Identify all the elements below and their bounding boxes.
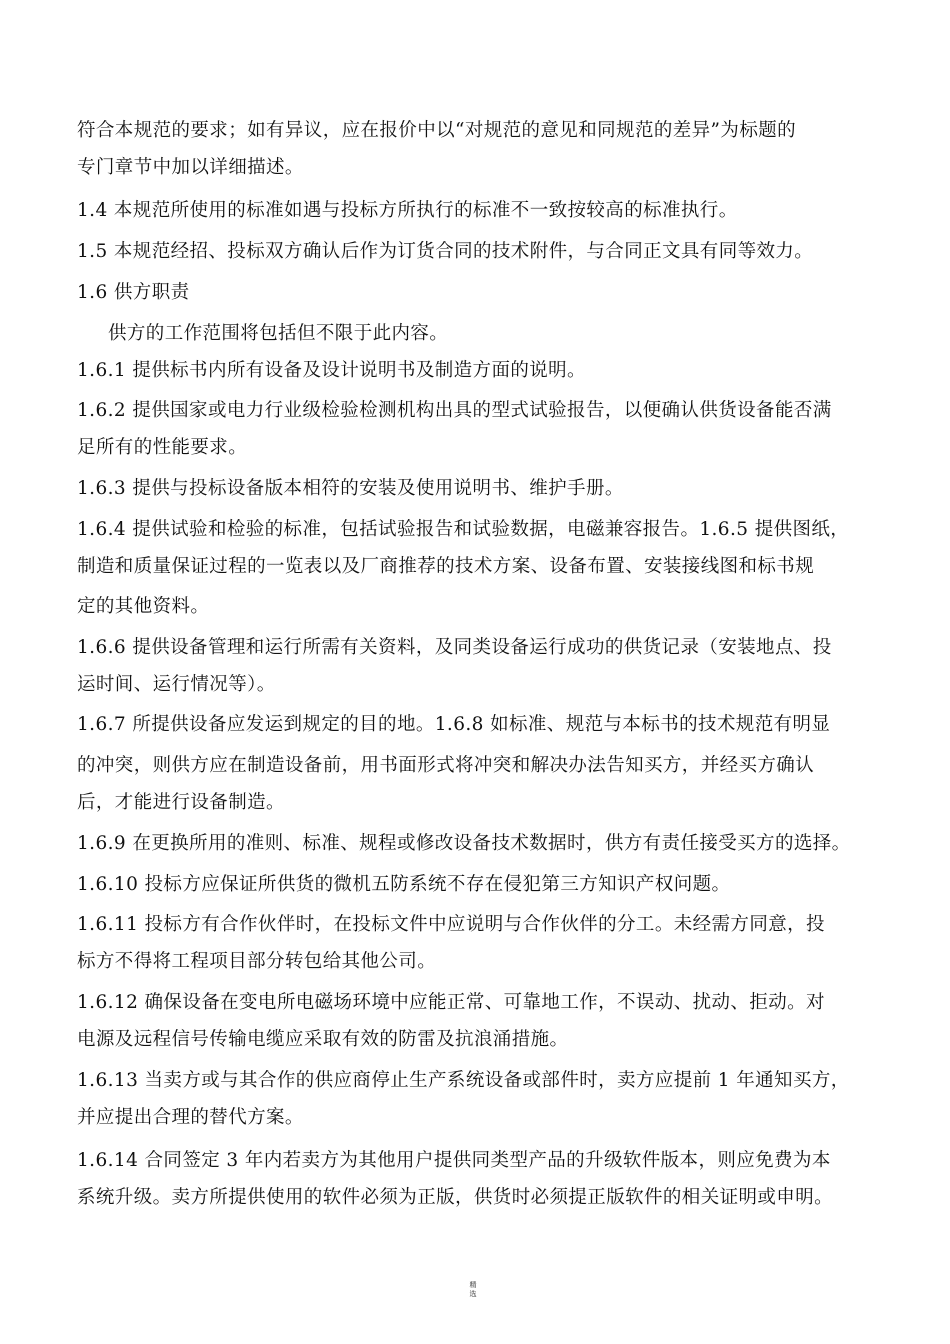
text-line: 1.6.2 提供国家或电力行业级检验检测机构出具的型式试验报告，以便确认供货设备能否满 <box>77 400 832 421</box>
text-line: 并应提出合理的替代方案。 <box>77 1107 304 1128</box>
text-line: 1.6.1 提供标书内所有设备及设计说明书及制造方面的说明。 <box>77 360 586 381</box>
text-line: 1.6.4 提供试验和检验的标准，包括试验报告和试验数据，电磁兼容报告。1.6.5 提供图纸， <box>77 519 850 540</box>
text-line: 1.6.6 提供设备管理和运行所需有关资料，及同类设备运行成功的供货记录（安装地点、投 <box>77 637 832 658</box>
text-line: 1.6.12 确保设备在变电所电磁场环境中应能正常、可靠地工作，不误动、扰动、拒动。对 <box>77 992 825 1013</box>
footer-char: 精 <box>469 1281 477 1289</box>
section-heading: 1.6 供方职责 <box>77 282 190 303</box>
text-line: 1.5 本规范经招、投标双方确认后作为订货合同的技术附件，与合同正文具有同等效力。 <box>77 241 814 262</box>
text-line: 系统升级。卖方所提供使用的软件必须为正版，供货时必须提正版软件的相关证明或申明。 <box>77 1187 834 1208</box>
text-line: 1.6.9 在更换所用的准则、标准、规程或修改设备技术数据时，供方有责任接受买方的选择。 <box>77 833 851 854</box>
page-footer <box>462 1281 484 1299</box>
text-line: 定的其他资料。 <box>77 596 210 617</box>
text-line: 1.6.7 所提供设备应发运到规定的目的地。1.6.8 如标准、规范与本标书的技术规范有明显 <box>77 714 831 735</box>
text-line: 1.6.11 投标方有合作伙伴时，在投标文件中应说明与合作伙伴的分工。未经需方同意，投 <box>77 914 825 935</box>
text-line: 后，才能进行设备制造。 <box>77 792 285 813</box>
text-line: 电源及远程信号传输电缆应采取有效的防雷及抗浪涌措施。 <box>77 1029 569 1050</box>
text-line: 足所有的性能要求。 <box>77 437 248 458</box>
text-line: 1.6.3 提供与投标设备版本相符的安装及使用说明书、维护手册。 <box>77 478 624 499</box>
text-line: 1.4 本规范所使用的标准如遇与投标方所执行的标准不一致按较高的标准执行。 <box>77 200 738 221</box>
text-line: 1.6.14 合同签定 3 年内若卖方为其他用户提供同类型产品的升级软件版本，则应免费为本 <box>77 1150 831 1171</box>
text-line: 专门章节中加以详细描述。 <box>77 157 304 178</box>
text-line: 符合本规范的要求；如有异议，应在报价中以“对规范的意见和同规范的差异”为标题的 <box>77 120 797 141</box>
text-line: 制造和质量保证过程的一览表以及厂商推荐的技术方案、设备布置、安装接线图和标书规 <box>77 556 815 577</box>
text-line: 1.6.10 投标方应保证所供货的微机五防系统不存在侵犯第三方知识产权问题。 <box>77 874 731 895</box>
text-line: 运时间、运行情况等）。 <box>77 674 276 695</box>
text-line: 标方不得将工程项目部分转包给其他公司。 <box>77 951 437 972</box>
footer-char: 选 <box>469 1290 477 1298</box>
text-line: 的冲突，则供方应在制造设备前，用书面形式将冲突和解决办法告知买方，并经买方确认 <box>77 755 815 776</box>
text-line: 1.6.13 当卖方或与其合作的供应商停止生产系统设备或部件时，卖方应提前 1 年通知买方， <box>77 1070 850 1091</box>
text-line: 供方的工作范围将包括但不限于此内容。 <box>108 323 449 344</box>
